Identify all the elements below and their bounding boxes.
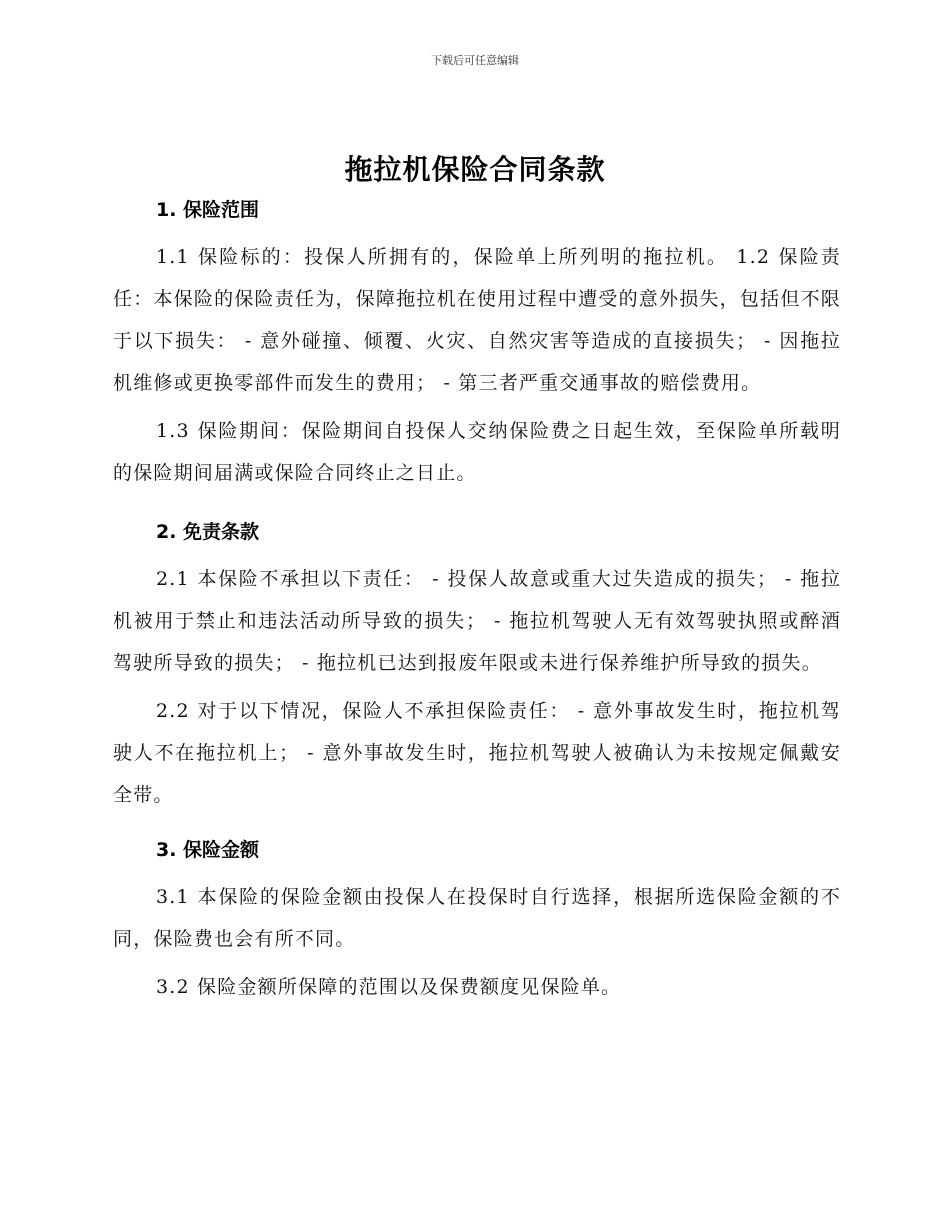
section-heading-1: 1. 保险范围 xyxy=(156,199,260,221)
section-heading-3: 3. 保险金额 xyxy=(156,839,260,861)
paragraph-3-2: 3.2 保险金额所保障的范围以及保费额度见保险单。 xyxy=(156,976,622,998)
paragraph-3-1: 3.1 本保险的保险金额由投保人在投保时自行选择，根据所选保险金额的不同，保险费也会有所不同。 xyxy=(113,886,841,950)
header-note: 下载后可任意编辑 xyxy=(431,54,519,67)
paragraph-1-3: 1.3 保险期间：保险期间自投保人交纳保险费之日起生效，至保险单所载明的保险期间届满或保险合同终止之日止。 xyxy=(113,420,841,484)
document-body xyxy=(113,190,841,1008)
paragraph-2-1: 2.1 本保险不承担以下责任： - 投保人故意或重大过失造成的损失； - 拖拉机被用于禁止和违法活动所导致的损失； - 拖拉机驾驶人无有效驾驶执照或醉酒驾驶所导致的损失； - 拖拉机已达到报废年限或未进行保养维护所导致的损失。 xyxy=(113,568,841,674)
paragraph-2-2: 2.2 对于以下情况，保险人不承担保险责任： - 意外事故发生时，拖拉机驾驶人不在拖拉机上； - 意外事故发生时，拖拉机驾驶人被确认为未按规定佩戴安全带。 xyxy=(113,700,841,806)
section-heading-2: 2. 免责条款 xyxy=(156,521,260,543)
document-title: 拖拉机保险合同条款 xyxy=(344,153,606,186)
paragraph-1-1: 1.1 保险标的：投保人所拥有的，保险单上所列明的拖拉机。 1.2 保险责任：本保险的保险责任为，保障拖拉机在使用过程中遭受的意外损失，包括但不限于以下损失： - 意外碰撞、倾覆、火灾、自然灾害等造成的直接损失； - 因拖拉机维修或更换零部件而发生的费用； - 第三者严重交通事故的赔偿费用。 xyxy=(113,246,841,394)
